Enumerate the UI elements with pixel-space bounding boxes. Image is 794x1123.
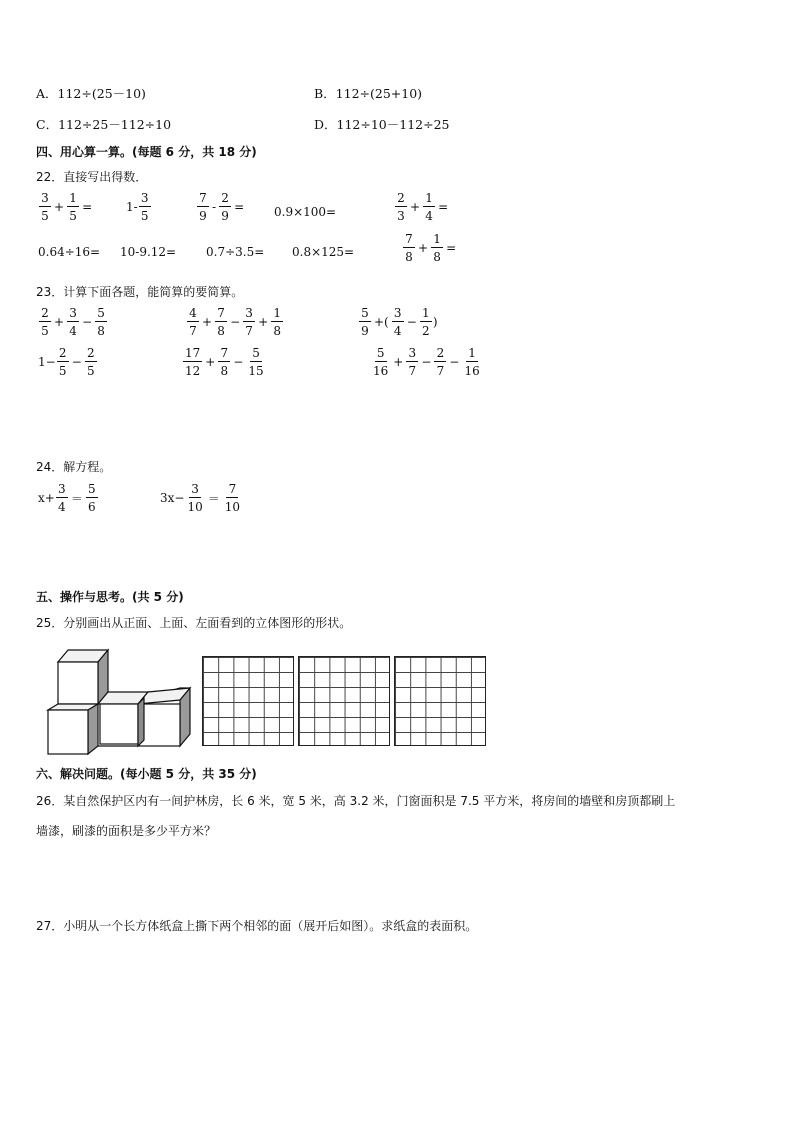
section-6-title: 六、解决问题。(每小题 5 分，共 35 分) xyxy=(36,767,257,781)
q23-expr-c: $\frac{5}{9}$ +( $\frac{3}{4}$ − $\frac{1}{2}$ ) xyxy=(358,307,438,337)
section-4-title: 四、用心算一算。(每题 6 分，共 18 分) xyxy=(36,145,257,159)
q22-expr-9: 0.8×125= xyxy=(292,245,355,259)
q27-prompt: 27．小明从一个长方体纸盒上撕下两个相邻的面（展开后如图）。求纸盒的表面积。 xyxy=(36,919,478,933)
q23-expr-b: $\frac{4}{7}$ + $\frac{7}{8}$ − $\frac{3}{7}$ + $\frac{1}{8}$ xyxy=(186,307,284,337)
q23-expr-a: $\frac{2}{5}$ + $\frac{3}{4}$ − $\frac{5}{8}$ xyxy=(38,307,108,337)
q24-prompt: 24．解方程。 xyxy=(36,460,112,474)
drawing-grid-left[interactable] xyxy=(394,656,486,746)
q22-expr-10: $\frac{7}{8}$ + $\frac{1}{8}$ = xyxy=(402,233,458,263)
q22-expr-7: 10-9.12= xyxy=(120,245,177,259)
q22-expr-1: $\frac{3}{5}$ + $\frac{1}{5}$ = xyxy=(38,192,94,222)
q25-prompt: 25．分别画出从正面、上面、左面看到的立体图形的形状。 xyxy=(36,616,352,630)
drawing-grid-front[interactable] xyxy=(202,656,294,746)
choice-a: A．112÷(25－10) xyxy=(36,86,146,101)
drawing-grid-top[interactable] xyxy=(298,656,390,746)
q23-expr-d: 1− $\frac{2}{5}$ − $\frac{2}{5}$ xyxy=(38,347,98,377)
q24-equation-1: x+ $\frac{3}{4}$ ＝ $\frac{5}{6}$ xyxy=(38,483,99,513)
q22-expr-2: 1- $\frac{3}{5}$ xyxy=(126,192,152,222)
q24-equation-2: 3x− $\frac{3}{10}$ ＝ $\frac{7}{10}$ xyxy=(160,482,241,514)
q22-expr-5: $\frac{2}{3}$ + $\frac{1}{4}$ = xyxy=(394,192,450,222)
choice-c: C．112÷25－112÷10 xyxy=(36,117,172,132)
q22-expr-4: 0.9×100= xyxy=(274,205,337,219)
q22-expr-8: 0.7÷3.5= xyxy=(206,245,265,259)
choice-b: B．112÷(25+10) xyxy=(314,86,423,101)
q26-line-2: 墙漆，刷漆的面积是多少平方米？ xyxy=(36,824,217,838)
section-5-title: 五、操作与思考。(共 5 分) xyxy=(36,590,184,604)
q26-line-1: 26．某自然保护区内有一间护林房，长 6 米，宽 5 米，高 3.2 米，门窗面积是 7.5 平方米，将房间的墙壁和房顶都刷上 xyxy=(36,794,676,808)
q22-expr-6: 0.64÷16= xyxy=(38,245,101,259)
q22-expr-3: $\frac{7}{9}$ - $\frac{2}{9}$ = xyxy=(196,192,246,222)
q23-expr-f: $\frac{5}{16}$ + $\frac{3}{7}$ − $\frac{2}{7}$ − $\frac{1}{16}$ xyxy=(373,346,480,378)
q23-prompt: 23．计算下面各题，能简算的要简算。 xyxy=(36,285,244,299)
stacked-cubes-figure xyxy=(40,648,196,758)
q23-expr-e: $\frac{17}{12}$ + $\frac{7}{8}$ − $\frac{5}{15}$ xyxy=(185,346,264,378)
choice-d: D．112÷10－112÷25 xyxy=(314,117,450,132)
q22-prompt: 22．直接写出得数． xyxy=(36,170,148,184)
